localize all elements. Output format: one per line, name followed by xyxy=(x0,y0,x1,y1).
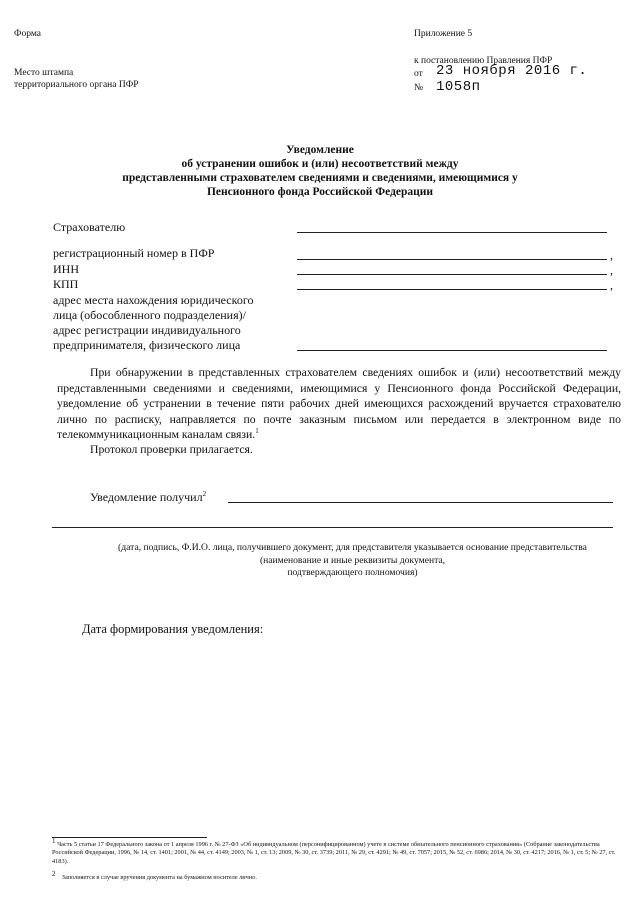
address-label-line4: предпринимателя, физического лица xyxy=(53,338,241,352)
footnote-1 xyxy=(52,837,622,866)
appendix-label: Приложение 5 xyxy=(414,29,473,39)
resolution-date: 23 ноября 2016 г. xyxy=(436,63,588,79)
inn-comma: , xyxy=(610,263,613,277)
resolution-line: к постановлению Правления ПФР xyxy=(414,56,553,66)
protocol-line: Протокол проверки прилагается. xyxy=(90,443,253,456)
address-label-line2: лица (обособленного подразделения)/ xyxy=(53,308,246,322)
formation-date-label: Дата формирования уведомления: xyxy=(82,622,264,636)
stamp-place-line2: территориального органа ПФР xyxy=(14,80,139,90)
main-paragraph xyxy=(57,365,621,443)
kpp-line xyxy=(297,289,607,290)
reg-number-comma: , xyxy=(610,248,613,262)
received-line xyxy=(228,502,613,503)
caption-line2: (наименование и иные реквизиты документа, xyxy=(259,554,446,566)
paragraph-text: При обнаружении в представленных страхователем сведениях ошибок и (или) несоответствий между представленными сведениями и сведениями, имеющимися у Пенсионного фонда Российской Федерации, уведомление об устранении в течение пяти рабочих дней имеющихся расхождений вручается страхователю лично по расписку, направляется по почте заказным письмом или передается в электронном виде по телекоммуникационным каналам связи. xyxy=(57,366,621,441)
received-label: Уведомление получил$^2$ xyxy=(90,490,207,504)
stamp-place-line1: Место штампа xyxy=(14,68,74,78)
number-prefix: № xyxy=(414,83,424,93)
inn-line xyxy=(297,274,607,275)
signature-line xyxy=(52,527,613,528)
reg-number-line xyxy=(297,259,607,260)
form-label: Форма xyxy=(14,29,42,39)
title-line3: представленными страхователем сведениями и сведениями, имеющимися у xyxy=(122,172,518,184)
reg-number-label: регистрационный номер в ПФР xyxy=(53,246,215,260)
footnote-2-text: Заполняется в случае вручения документа на бумажном носителе лично. xyxy=(61,874,257,882)
inn-label: ИНН xyxy=(53,262,79,276)
footnote-2-mark: 2 xyxy=(52,870,56,878)
address-label-line1: адрес места нахождения юридического xyxy=(53,293,254,307)
caption-line1: (дата, подпись, Ф.И.О. лица, получившего документ, для представителя указывается основание представительства xyxy=(118,542,587,553)
address-label-line3: адрес регистрации индивидуального xyxy=(53,323,241,337)
title-line1: Уведомление xyxy=(286,144,354,156)
insurer-label: Страхователю xyxy=(53,220,126,234)
signature-caption xyxy=(80,542,625,580)
insurer-line xyxy=(297,232,607,233)
document-title xyxy=(60,143,580,199)
title-line2: об устранении ошибок и (или) несоответствий между xyxy=(181,158,459,170)
footnote-ref-1: 1 xyxy=(255,427,259,436)
footnote-1-text: Часть 5 статьи 17 Федерального закона от 1 апреля 1996 г. № 27-ФЗ «Об индивидуальном (персонифицированном) учете в системе обязательного пенсионного страхования» (Собрание законодательства Российской Федерации, 1996, № 14, ст. 1401; 2001, № 44, ст. 4149; 2003, № 1, ст. 13; 2009, № 30, ст. 3739; 2011, № 29, ст. 4291; № 49, ст. 7057; 2015, № 52, ст. 6986; 2014, № 30, ст. 4217; 2016, № 1, ст. 5; № 27, ст. 4183). xyxy=(52,841,616,865)
address-line xyxy=(297,350,607,351)
kpp-comma: , xyxy=(610,278,613,292)
footnote-2 xyxy=(52,870,622,882)
footnote-1-mark: 1 xyxy=(52,837,56,845)
kpp-label: КПП xyxy=(53,277,79,291)
date-prefix: от xyxy=(414,69,423,79)
footnote-ref-2: 2 xyxy=(202,490,207,498)
caption-line3: подтверждающего полномочия) xyxy=(287,567,418,578)
resolution-number: 1058п xyxy=(436,79,481,95)
footnote-separator xyxy=(52,837,207,838)
title-line4: Пенсионного фонда Российской Федерации xyxy=(206,186,434,198)
